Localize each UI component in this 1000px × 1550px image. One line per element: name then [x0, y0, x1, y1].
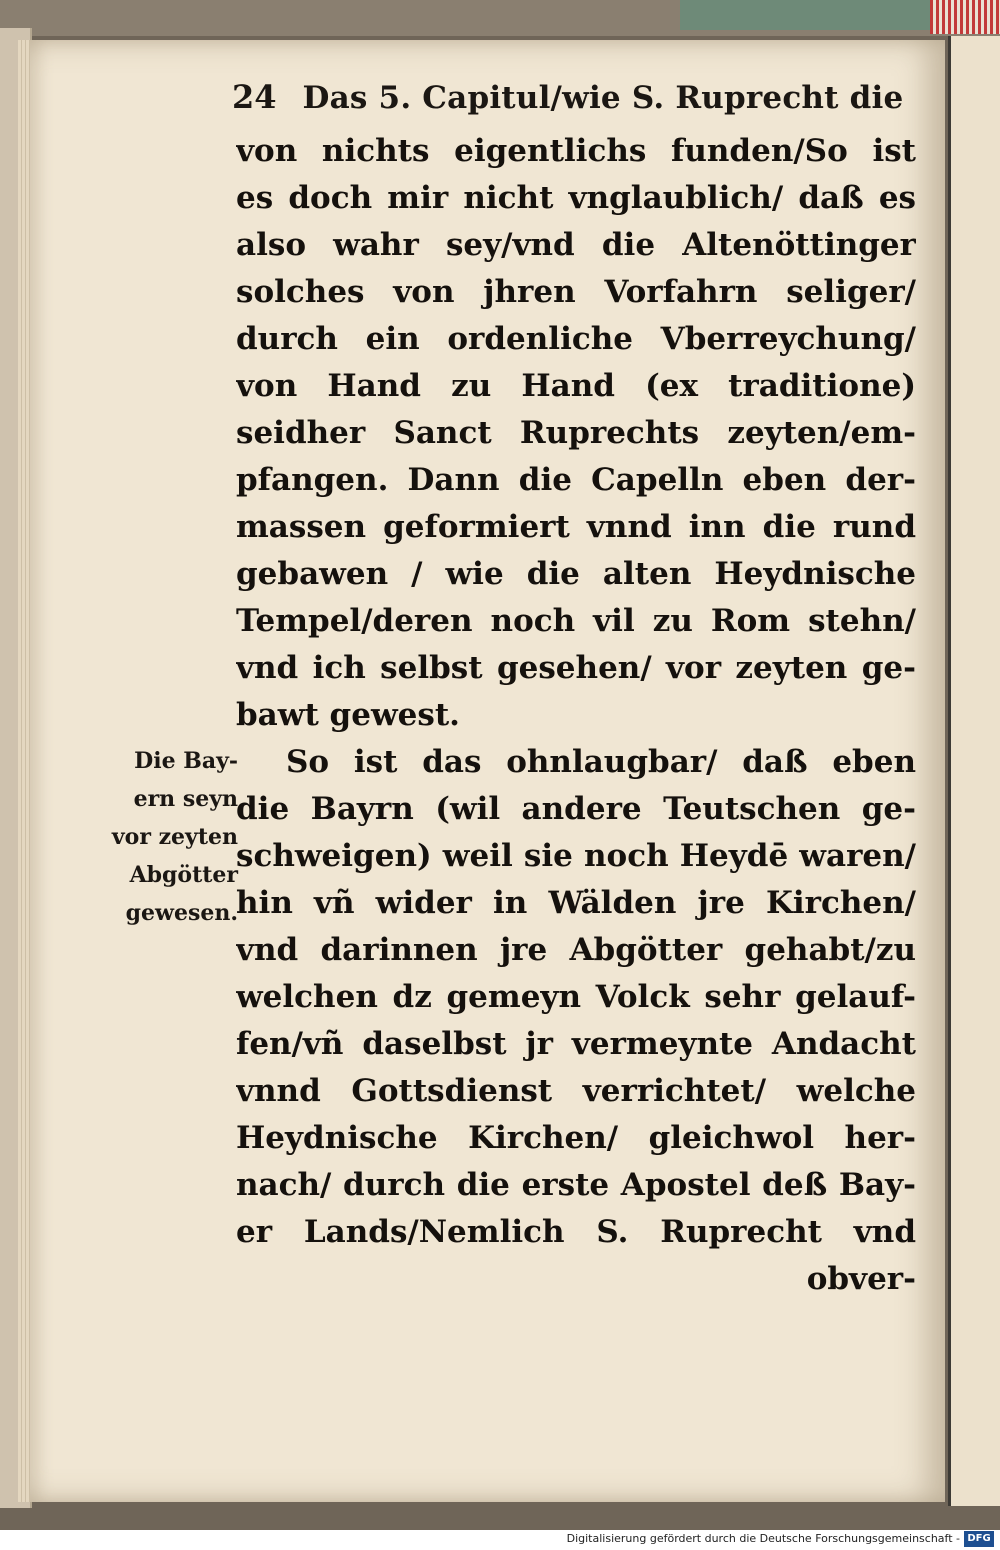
marginal-note-line: gewesen.	[125, 900, 238, 926]
text-line: die Bayrn (wil andere Teutschen ge-	[236, 791, 916, 827]
text-line: So ist das ohnlaugbar/ daß eben	[286, 744, 916, 780]
text-line: fen/vñ daselbst jr vermeynte Andacht	[236, 1026, 916, 1062]
catchword: obver-	[806, 1261, 916, 1297]
text-line: von nichts eigentlichs funden/So ist	[236, 133, 916, 169]
text-line: Heydnische Kirchen/ gleichwol her-	[236, 1120, 916, 1156]
text-line: vnnd Gottsdienst verrichtet/ welche	[236, 1073, 916, 1109]
page-number: 24	[232, 78, 277, 116]
footer-bar	[0, 1530, 1000, 1550]
body-text	[236, 128, 916, 1303]
text-line: nach/ durch die erste Apostel deß Bay-	[236, 1167, 916, 1203]
text-line: also wahr sey/vnd die Altenöttinger	[236, 227, 916, 263]
text-line: seidher Sanct Ruprechts zeyten/em-	[236, 415, 916, 451]
funding-credit: Digitalisierung gefördert durch die Deutsche Forschungsgemeinschaft -	[566, 1532, 960, 1545]
marginal-note-line: vor zeyten	[111, 824, 238, 850]
text-line: schweigen) weil sie noch Heydē waren/	[236, 838, 916, 874]
text-line: solches von jhren Vorfahrn seliger/	[236, 274, 916, 310]
facing-page-edge	[948, 36, 1000, 1506]
binding-tape	[930, 0, 1000, 34]
text-line: Tempel/deren noch vil zu Rom stehn/	[236, 603, 916, 639]
text-line: welchen dz gemeyn Volck sehr gelauf-	[236, 979, 916, 1015]
text-line: pfangen. Dann die Capelln eben der-	[236, 462, 916, 498]
marginal-note	[98, 742, 238, 932]
text-line: durch ein ordenliche Vberreychung/	[236, 321, 916, 357]
marginal-note-line: ern seyn	[133, 786, 238, 812]
text-line: er Lands/Nemlich S. Ruprecht vnd	[236, 1214, 916, 1250]
text-line: von Hand zu Hand (ex traditione)	[236, 368, 916, 404]
text-line: vnd darinnen jre Abgötter gehabt/zu	[236, 932, 916, 968]
marginal-note-line: Die Bay-	[134, 748, 238, 774]
dfg-logo: DFG	[964, 1531, 994, 1547]
text-line: vnd ich selbst gesehen/ vor zeyten ge-	[236, 650, 916, 686]
text-line: hin vñ wider in Wälden jre Kirchen/	[236, 885, 916, 921]
text-line: es doch mir nicht vnglaublich/ daß es	[236, 180, 916, 216]
running-head	[232, 78, 922, 122]
text-line: bawt gewest.	[236, 697, 460, 733]
text-line: gebawen / wie die alten Heydnische	[236, 556, 916, 592]
cover-edge-green	[680, 0, 940, 30]
running-head-title: Das 5. Capitul/wie S. Ruprecht die	[302, 80, 904, 116]
text-line: massen geformiert vnnd inn die rund	[236, 509, 916, 545]
marginal-note-line: Abgötter	[129, 862, 238, 888]
